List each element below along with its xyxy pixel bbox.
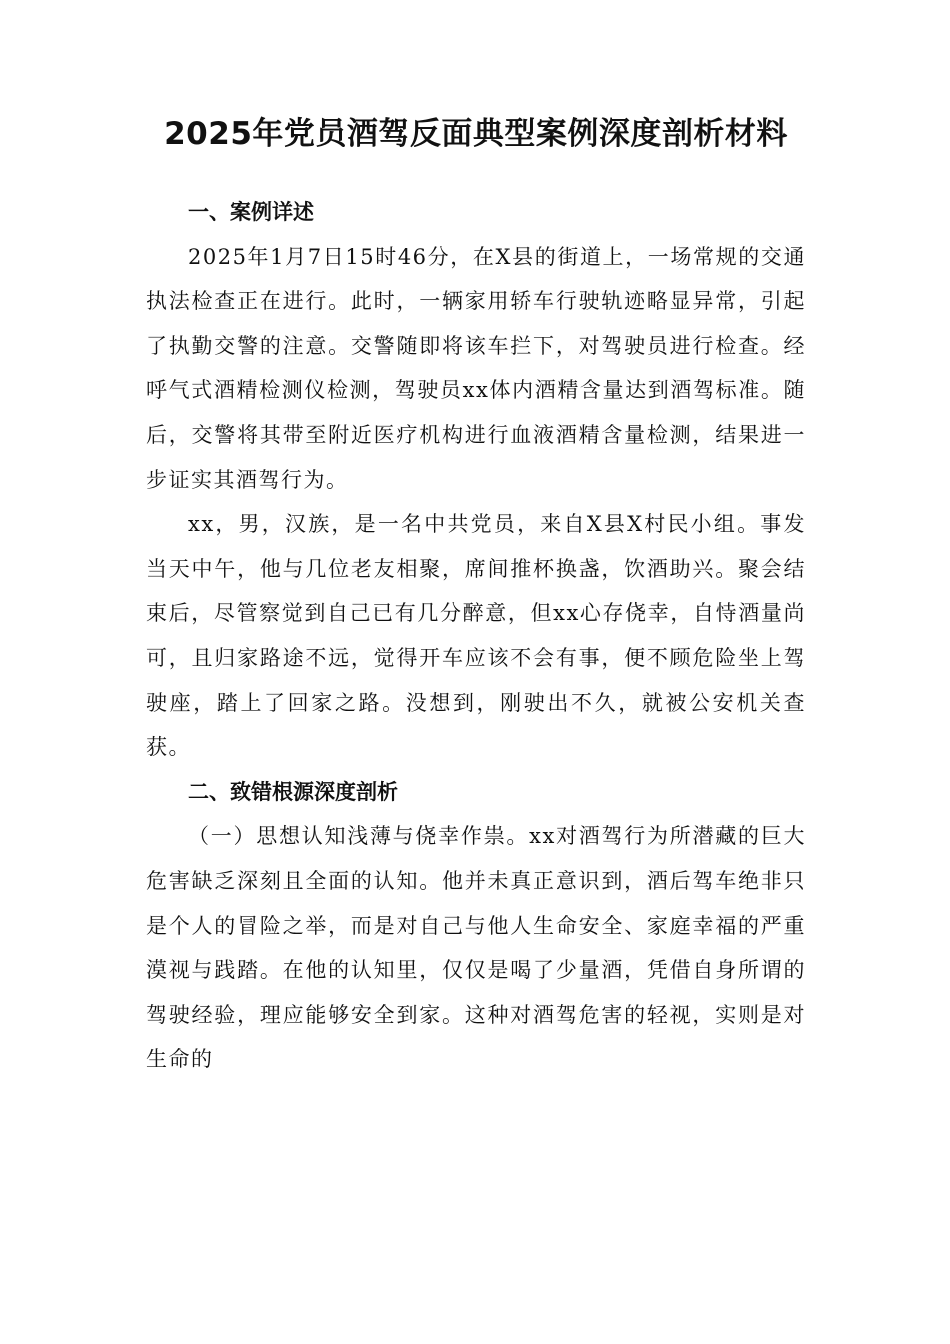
- paragraph-case-event: 2025年1月7日15时46分，在X县的街道上，一场常规的交通执法检查正在进行。此时，一辆家用轿车行驶轨迹略显异常，引起了执勤交警的注意。交警随即将该车拦下，对驾驶员进行检查。经呼气式酒精检测仪检测，驾驶员xx体内酒精含量达到酒驾标准。随后，交警将其带至附近医疗机构进行血液酒精含量检测，结果进一步证实其酒驾行为。: [146, 244, 806, 492]
- paragraph-cause-cognition: （一）思想认知浅薄与侥幸作祟。xx对酒驾行为所潜藏的巨大危害缺乏深刻且全面的认知。他并未真正意识到，酒后驾车绝非只是个人的冒险之举，而是对自己与他人生命安全、家庭幸福的严重漠视与践踏。在他的认知里，仅仅是喝了少量酒，凭借自身所谓的驾驶经验，理应能够安全到家。这种对酒驾危害的轻视，实则是对生命的: [146, 824, 806, 1072]
- document-title: 2025年党员酒驾反面典型案例深度剖析材料: [164, 116, 788, 152]
- section-heading-case-details: 一、案例详述: [188, 200, 314, 224]
- section-heading-root-cause: 二、致错根源深度剖析: [188, 779, 398, 804]
- document-page: [146, 112, 806, 1082]
- paragraph-case-background: xx，男，汉族，是一名中共党员，来自X县X村民小组。事发当天中午，他与几位老友相聚，席间推杯换盏，饮酒助兴。聚会结束后，尽管察觉到自己已有几分醉意，但xx心存侥幸，自恃酒量尚可，且归家路途不远，觉得开车应该不会有事，便不顾危险坐上驾驶座，踏上了回家之路。没想到，刚驶出不久，就被公安机关查获。: [146, 512, 806, 760]
